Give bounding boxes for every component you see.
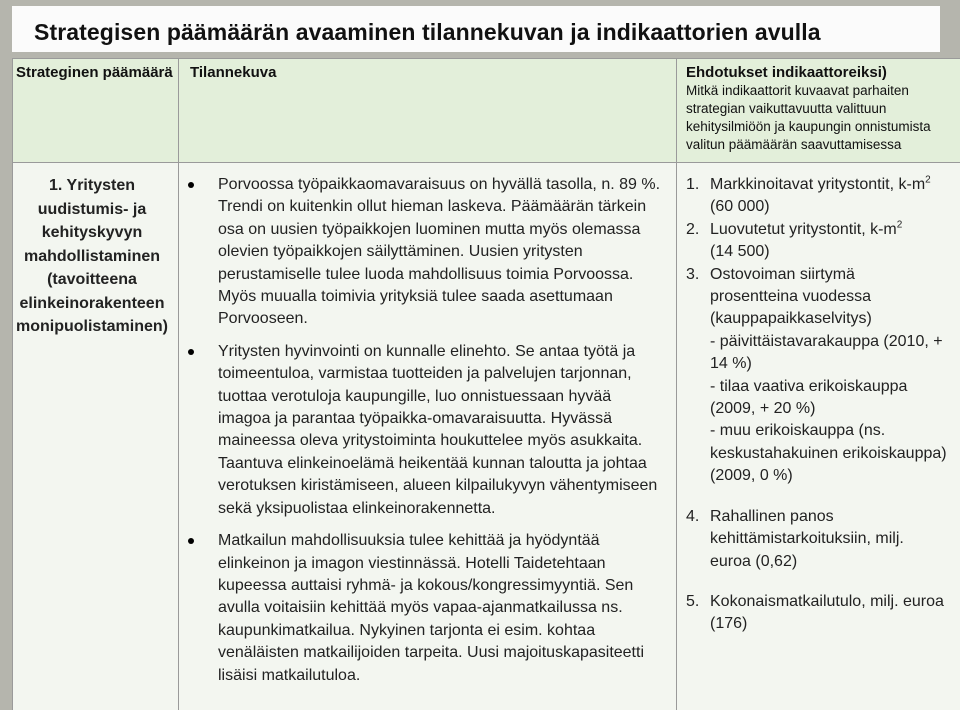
header-indicators-description: Mitkä indikaattorit kuvaavat parhaiten strategian vaikuttavuutta valittuun kehitysilmiöön ja kaupungin onnistumista valitun päämäärän saavuttamisessa xyxy=(686,83,931,152)
indicator-number: 3. xyxy=(686,265,700,283)
header-goal: Strateginen päämäärä xyxy=(16,64,173,81)
situation-text: Porvoossa työpaikkaomavaraisuus on hyvällä tasolla, n. 89 %. Trendi on kuitenkin ollut hieman laskeva. Päämäärän tärkein osa on uusien työpaikkojen luominen mutta myös olemassa olevien työpaikkojen säilyttäminen. Uusien yritysten perustamiselle tulee luoda mahdollisuus toimia Porvoossa. Myös muualla toimivia yrityksiä tulee saada asettumaan Porvooseen. xyxy=(218,176,661,328)
indicator-item: 3. Ostovoiman siirtymä prosentteina vuodessa (kauppapaikkaselvitys) - päivittäistavarakauppa (2010, + 14 %) - tilaa vaativa erikoiskauppa (2009, + 20 %) - muu erikoiskauppa (ns. keskustahakuinen erikoiskauppa) (2009, 0 %) xyxy=(686,265,947,485)
indicator-item: 4. Rahallinen panos kehittämistarkoituksiin, milj. euroa (0,62) xyxy=(686,507,904,570)
header-divider xyxy=(12,162,960,163)
situation-text: Matkailun mahdollisuuksia tulee kehittää ja hyödyntää elinkeinon ja imagon viestinnässä. Hotelli Taidetehtaan kupeessa auttaisi ryhmä- ja kokous/kongressimyyntiä. Sen avulla voitaisiin kehittää myös vapaa-ajanmatkailussa ns. kaupunkimatkailua. Nykyinen tarjonta ei esim. kohtaa venäläisten matkailijoiden tarpeita. Uusi majoituskapasiteetti lisäisi matkailutuloa. xyxy=(218,532,644,684)
bullet-icon xyxy=(188,182,194,188)
situation-column xyxy=(178,174,666,697)
indicator-number: 2. xyxy=(686,220,700,238)
slide-title: Strategisen päämäärän avaaminen tilannekuvan ja indikaattorien avulla xyxy=(34,19,821,45)
table-border-left xyxy=(12,58,13,710)
indicator-label: Markkinoitavat yritystontit, $k-m^2$ xyxy=(710,174,931,193)
table-border-top xyxy=(12,58,960,59)
indicator-item: 5. Kokonaismatkailutulo, milj. euroa (176) xyxy=(686,592,944,633)
situation-text: Yritysten hyvinvointi on kunnalle elinehto. Se antaa työtä ja toimeentuloa, varmistaa tuotteiden ja palvelujen tarjonnan, tuottaa verotuloja kaupungille, luo onnistuessaan hyvää imagoa ja parantaa työpaikka-omavaraisuutta. Hyvässä maineessa oleva yritystoiminta houkuttelee myös asukkaita. Taantuva elinkeinoelämä heikentää kunnan taloutta ja johtaa verotuksen kiristämiseen, alueen kilpailukyvyn vähentymiseen sekä yksipuolistaa elinkeinorakennetta. xyxy=(218,342,658,517)
strategic-goal: 1. Yritysten uudistumis- ja kehityskyvyn mahdollistaminen (tavoitteena elinkeinorakenteen monipuolistaminen) xyxy=(16,177,168,335)
bullet-icon xyxy=(188,538,194,544)
indicator-value: (14 500) xyxy=(710,243,770,261)
indicator-number: 4. xyxy=(686,507,700,525)
header-situation: Tilannekuva xyxy=(190,64,277,81)
indicators-column xyxy=(686,174,958,636)
header-indicators: Ehdotukset indikaattoreiksi) xyxy=(686,64,887,81)
indicator-number: 1. xyxy=(686,176,700,193)
situation-item xyxy=(178,174,666,331)
indicator-number: 5. xyxy=(686,592,700,610)
bullet-icon xyxy=(188,349,194,355)
indicator-item xyxy=(686,219,958,264)
column-divider-2 xyxy=(676,58,677,710)
situation-item xyxy=(178,530,666,687)
title-bar xyxy=(12,6,940,52)
indicator-item xyxy=(686,174,958,219)
situation-item xyxy=(178,341,666,520)
indicator-label: Luovutetut yritystontit, $k-m^2$ xyxy=(710,219,903,238)
indicator-value: (60 000) xyxy=(710,198,770,216)
